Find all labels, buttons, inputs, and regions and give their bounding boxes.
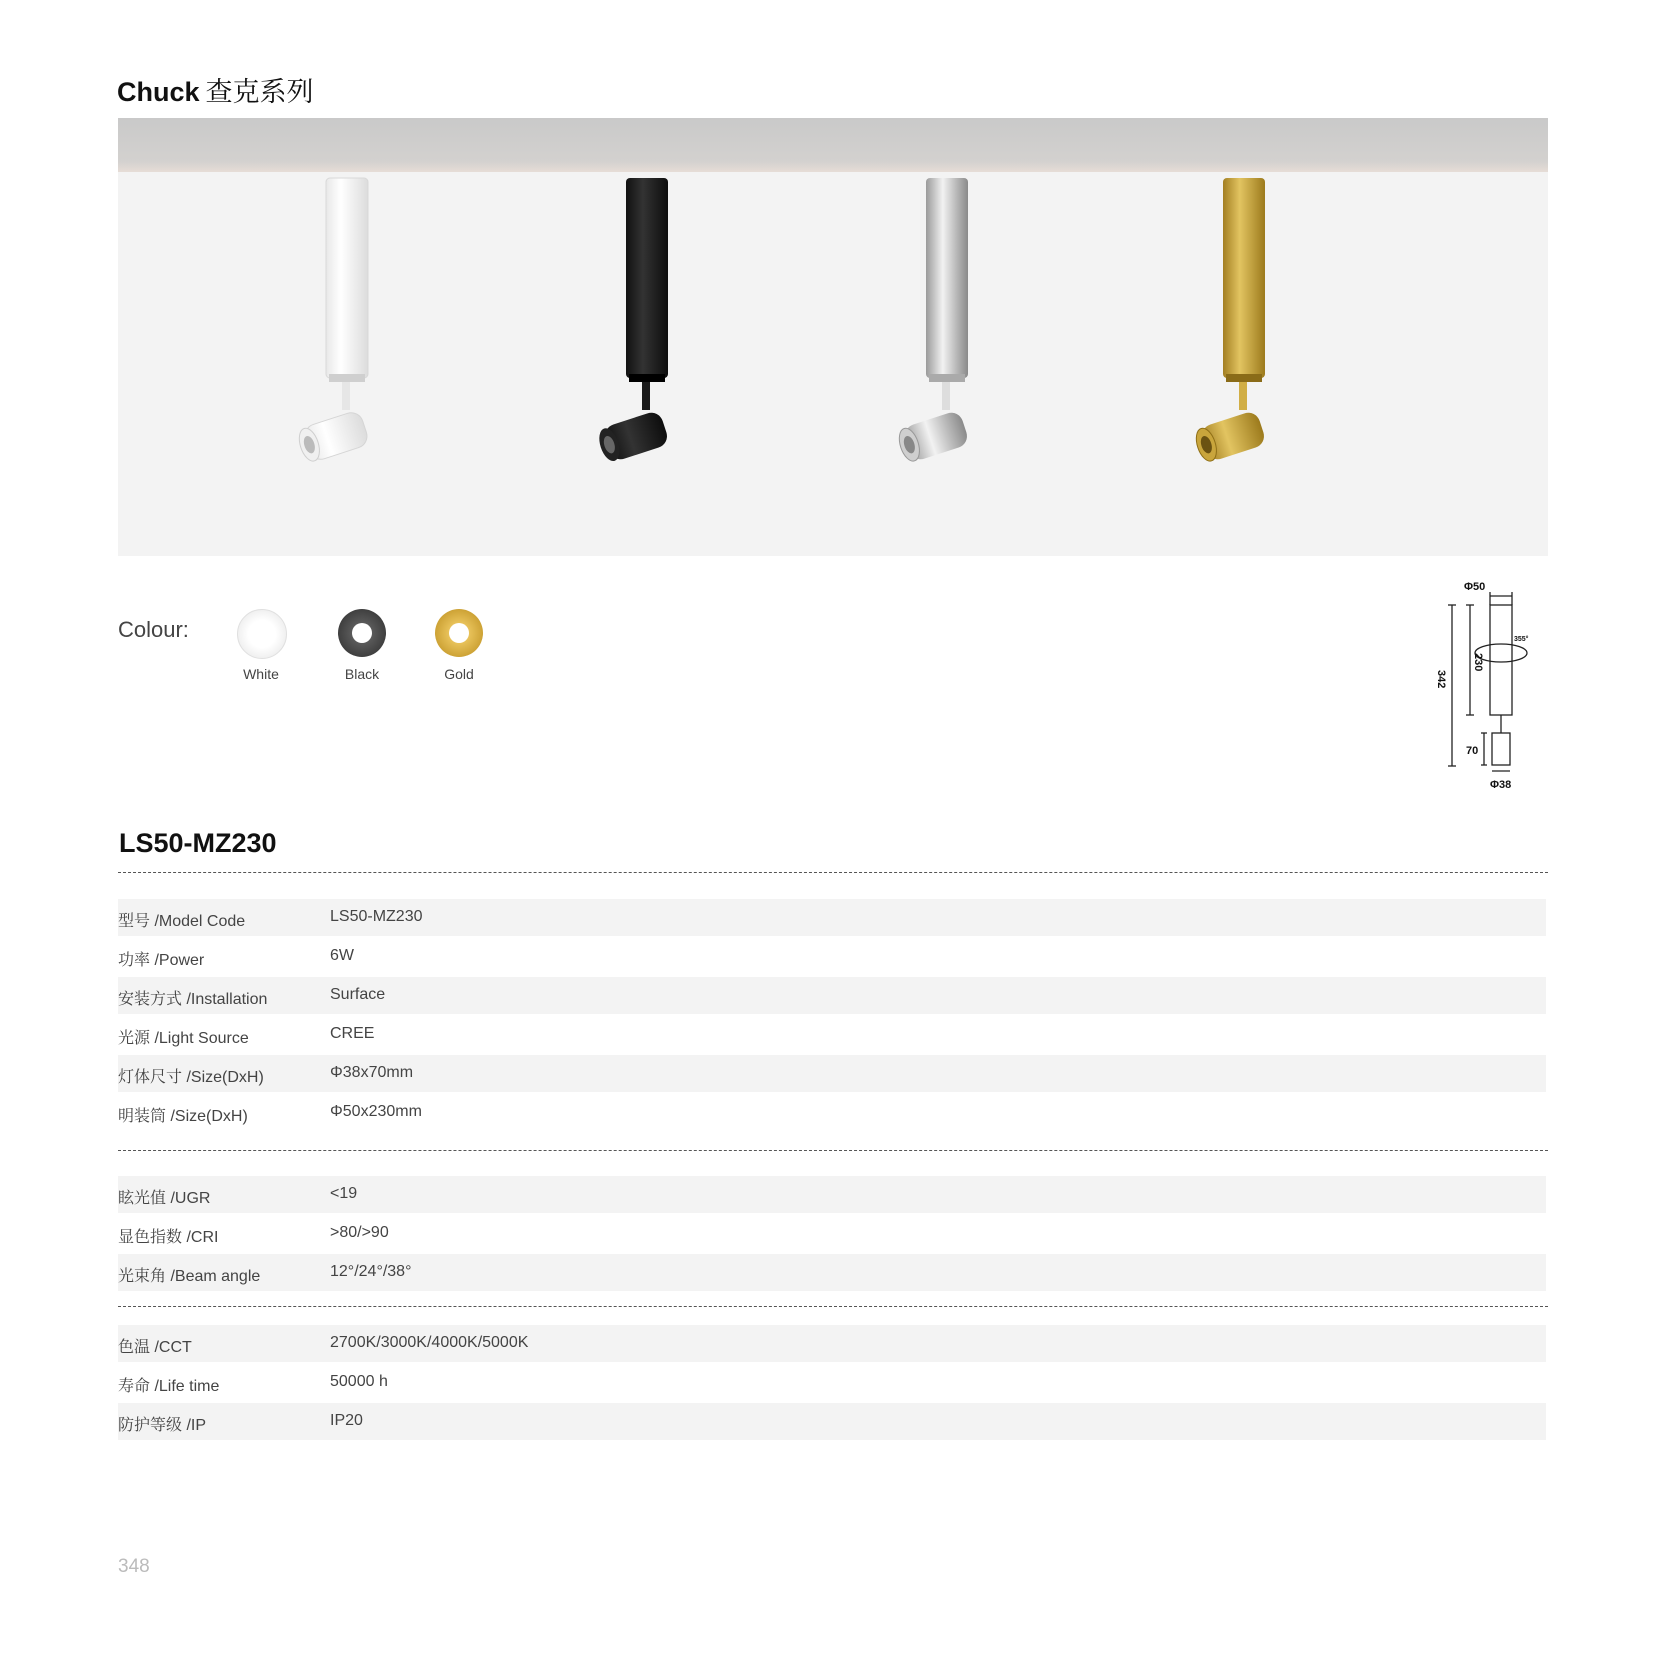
model-heading: LS50-MZ230 [119,828,277,858]
spec-value: Φ38x70mm [330,1064,414,1081]
product-white [295,178,370,465]
dim-rotation: 355° [1514,636,1529,643]
spec-row [118,1403,1546,1440]
spec-value: 50000 h [330,1373,388,1390]
divider [118,1306,1548,1307]
spec-label: 安装方式 /Installation [118,991,268,1008]
spec-value: CREE [330,1025,375,1042]
spec-label: 光源 /Light Source [118,1030,249,1047]
series-name-en: Chuck [117,77,200,107]
divider [118,872,1548,873]
spec-row [118,1325,1546,1362]
spec-row [118,899,1546,936]
spec-row [118,1055,1546,1092]
divider [118,1150,1548,1151]
dimension-drawing [1420,578,1530,798]
spec-value: 6W [330,947,354,964]
dim-tube-height: 230 [1472,653,1484,672]
swatch-label-white: White [243,666,279,682]
spec-label: 灯体尺寸 /Size(DxH) [118,1069,264,1086]
swatch-gold [435,609,483,657]
dim-head-height: 70 [1466,745,1479,757]
spec-row [118,1364,1546,1401]
spec-label: 型号 /Model Code [118,913,246,930]
swatch-black [338,609,386,657]
product-renders [118,118,1548,556]
spec-value: 12°/24°/38° [330,1263,412,1280]
spec-row [118,1016,1546,1053]
spec-value: LS50-MZ230 [330,908,423,925]
spec-row [118,1254,1546,1291]
spec-label: 防护等级 /IP [118,1417,207,1434]
spec-label: 光束角 /Beam angle [118,1268,261,1285]
swatch-label-black: Black [344,666,380,682]
spec-row [118,1215,1546,1252]
spec-value: 2700K/3000K/4000K/5000K [330,1334,529,1351]
spec-row [118,1094,1546,1131]
spec-row [118,1176,1546,1213]
spec-value: >80/>90 [330,1224,389,1241]
product-hero-image [118,118,1548,556]
swatch-label-gold: Gold [444,666,474,682]
product-gold [1192,178,1267,465]
swatch-white [237,609,287,659]
spec-value: Surface [330,986,386,1003]
product-black [595,178,670,465]
spec-row [118,977,1546,1014]
product-silver [895,178,970,465]
spec-label: 色温 /CCT [118,1339,192,1356]
spec-label: 功率 /Power [118,952,205,969]
colour-label: Colour: [118,617,189,642]
spec-label: 寿命 /Life time [118,1378,220,1395]
spec-row [118,938,1546,975]
spec-value: IP20 [330,1412,363,1429]
series-name-cn: 查克系列 [205,77,314,107]
spec-label: 明装筒 /Size(DxH) [118,1108,248,1125]
dim-top-diameter: Φ50 [1464,581,1486,593]
dim-head-diameter: Φ38 [1490,779,1512,791]
page-number: 348 [118,1556,150,1577]
spec-value: <19 [330,1185,358,1202]
page-title [117,70,314,109]
spec-label: 眩光值 /UGR [118,1190,211,1207]
spec-label: 显色指数 /CRI [118,1229,219,1246]
spec-value: Φ50x230mm [330,1103,422,1120]
dim-total-height: 342 [1435,670,1447,689]
